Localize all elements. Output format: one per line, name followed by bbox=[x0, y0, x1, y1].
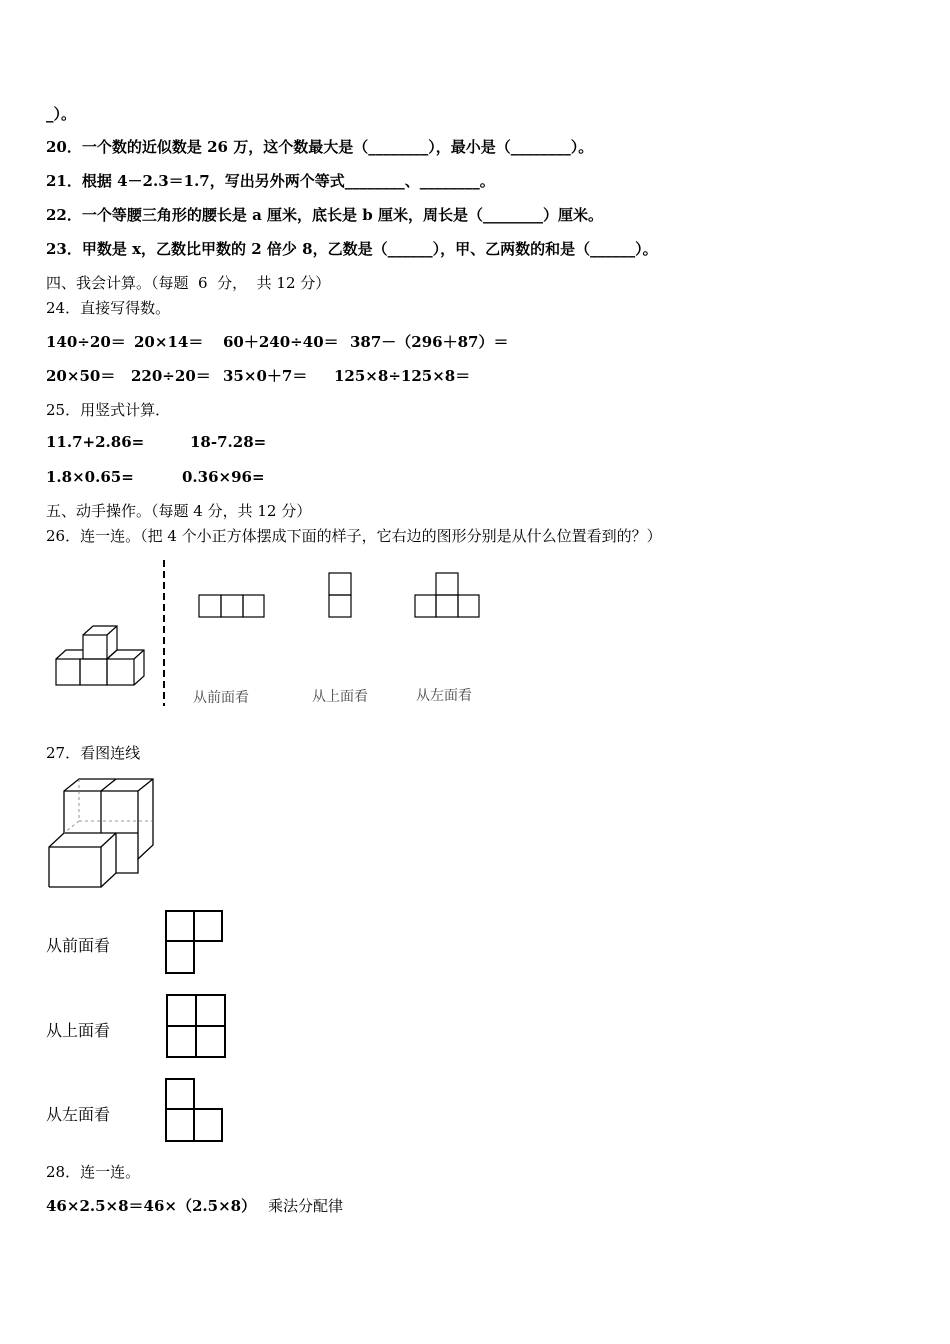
question-21: 21．根据 4－2.3＝1.7，写出另外两个等式________、________。 bbox=[46, 172, 495, 190]
q28-law-label: 乘法分配律 bbox=[268, 1197, 344, 1215]
question-22: 22．一个等腰三角形的腰长是 a 厘米，底长是 b 厘米，周长是（________）厘米。 bbox=[46, 206, 603, 224]
vertical-calc-item: 18-7.28= bbox=[190, 433, 267, 451]
q27-label-left: 从左面看 bbox=[46, 1105, 111, 1124]
question-28: 28．连一连。 bbox=[46, 1163, 141, 1181]
calc-item: 140÷20＝ bbox=[46, 333, 126, 351]
question-25: 25．用竖式计算． bbox=[46, 401, 171, 419]
calc-item: 387－（296＋87）＝ bbox=[350, 333, 509, 351]
question-20: 20．一个数的近似数是 26 万，这个数最大是（________），最小是（________）。 bbox=[46, 138, 594, 156]
question-24: 24．直接写得数。 bbox=[46, 299, 171, 317]
q28-expression: 46×2.5×8＝46×（2.5×8） bbox=[46, 1197, 257, 1215]
question-23: 23．甲数是 x，乙数比甲数的 2 倍少 8，乙数是（______），甲、乙两数的和是（______）。 bbox=[46, 240, 658, 258]
question-27: 27．看图连线 bbox=[46, 744, 141, 762]
vertical-calc-item: 1.8×0.65= bbox=[46, 468, 134, 486]
q27-view-top bbox=[164, 992, 228, 1060]
view-t-shape bbox=[414, 572, 484, 620]
view-two-stacked bbox=[328, 572, 354, 620]
q26-label-left: 从左面看 bbox=[416, 688, 472, 704]
block-shape-figure bbox=[46, 775, 161, 893]
divider-dashed-line bbox=[161, 560, 167, 706]
q27-view-front bbox=[164, 908, 226, 976]
q27-label-top: 从上面看 bbox=[46, 1021, 111, 1040]
calc-item: 60＋240÷40＝ bbox=[223, 333, 339, 351]
calc-item: 220÷20＝ bbox=[131, 367, 211, 385]
calc-item: 20×50＝ bbox=[46, 367, 116, 385]
q27-label-front: 从前面看 bbox=[46, 936, 111, 955]
section-5-heading: 五、动手操作。（每题 4 分，共 12 分） bbox=[46, 502, 312, 520]
vertical-calc-item: 11.7+2.86= bbox=[46, 433, 145, 451]
continued-blank-line: _）。 bbox=[46, 105, 77, 123]
vertical-calc-item: 0.36×96= bbox=[182, 468, 265, 486]
q26-label-front: 从前面看 bbox=[193, 690, 249, 706]
calc-item: 35×0＋7＝ bbox=[223, 367, 308, 385]
q27-view-left bbox=[164, 1076, 226, 1144]
cube-stack-figure bbox=[50, 618, 160, 688]
calc-item: 20×14＝ bbox=[134, 333, 204, 351]
view-three-in-row bbox=[198, 594, 268, 620]
calc-item: 125×8÷125×8＝ bbox=[334, 367, 471, 385]
q26-label-top: 从上面看 bbox=[312, 689, 368, 705]
section-4-heading: 四、我会计算。（每题 6 分， 共 12 分） bbox=[46, 274, 331, 292]
question-26: 26．连一连。（把 4 个小正方体摆成下面的样子，它右边的图形分别是从什么位置看到的？） bbox=[46, 527, 662, 545]
